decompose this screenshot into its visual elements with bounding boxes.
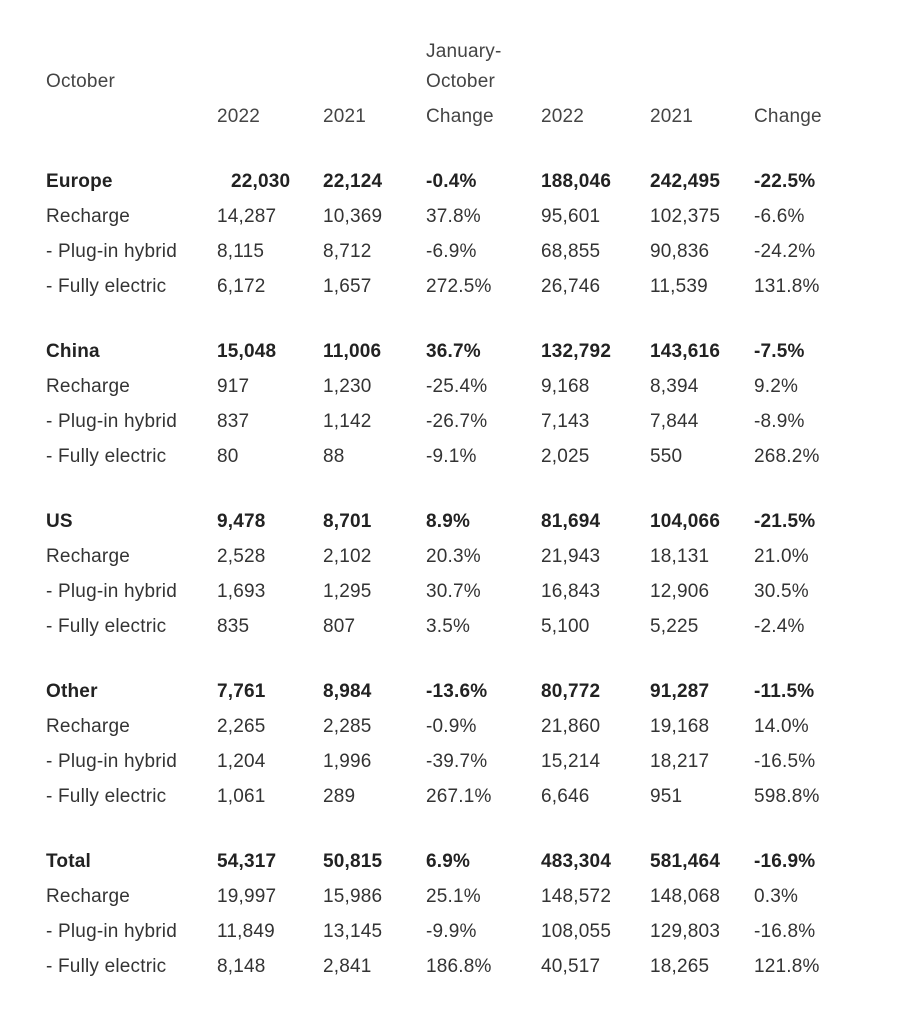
table-cell: 22,124: [323, 171, 383, 192]
table-cell: 2,841: [323, 956, 372, 977]
table-cell: 40,517: [541, 956, 601, 977]
table-cell: 581,464: [650, 851, 721, 872]
table-cell: -22.5%: [754, 171, 816, 192]
table-cell: 1,693: [217, 581, 266, 602]
table-cell: -11.5%: [754, 681, 815, 702]
table-cell: 21.0%: [754, 546, 809, 567]
table-cell: 91,287: [650, 681, 710, 702]
table-cell: 1,657: [323, 276, 372, 297]
table-cell: -7.5%: [754, 341, 805, 362]
table-cell: 12,906: [650, 581, 710, 602]
row-label: - Plug-in hybrid: [46, 411, 177, 432]
table-cell: 8,984: [323, 681, 372, 702]
row-label: Recharge: [46, 886, 130, 907]
table-cell: 6,172: [217, 276, 266, 297]
table-cell: 8,148: [217, 956, 266, 977]
table-cell: 11,539: [650, 276, 708, 297]
col-header-ytd-2021: 2021: [650, 106, 694, 127]
table-cell: 11,849: [217, 921, 275, 942]
table-cell: -16.5%: [754, 751, 816, 772]
table-cell: 148,572: [541, 886, 612, 907]
table-cell: 15,986: [323, 886, 383, 907]
table-cell: 2,025: [541, 446, 590, 467]
table-cell: 102,375: [650, 206, 721, 227]
table-cell: 54,317: [217, 851, 277, 872]
table-cell: 0.3%: [754, 886, 799, 907]
table-cell: 14.0%: [754, 716, 809, 737]
table-cell: 951: [650, 786, 683, 807]
table-cell: 148,068: [650, 886, 721, 907]
col-header-oct-2021: 2021: [323, 106, 367, 127]
table-cell: 18,217: [650, 751, 710, 772]
table-cell: 8.9%: [426, 511, 471, 532]
table-cell: -39.7%: [426, 751, 488, 772]
table-cell: 108,055: [541, 921, 612, 942]
table-cell: 13,145: [323, 921, 383, 942]
section-title: China: [46, 341, 100, 362]
table-cell: 272.5%: [426, 276, 492, 297]
table-cell: 104,066: [650, 511, 721, 532]
table-cell: 88: [323, 446, 345, 467]
table-cell: 1,061: [217, 786, 266, 807]
table-cell: 186.8%: [426, 956, 492, 977]
table-cell: -8.9%: [754, 411, 805, 432]
table-cell: 22,030: [231, 171, 291, 192]
table-cell: 1,295: [323, 581, 372, 602]
row-label: - Fully electric: [46, 956, 167, 977]
row-label: - Fully electric: [46, 616, 167, 637]
table-cell: 289: [323, 786, 356, 807]
table-cell: 90,836: [650, 241, 710, 262]
table-cell: 807: [323, 616, 356, 637]
row-label: - Fully electric: [46, 786, 167, 807]
table-cell: 9,478: [217, 511, 266, 532]
table-cell: 550: [650, 446, 683, 467]
table-cell: 483,304: [541, 851, 612, 872]
table-cell: 5,100: [541, 616, 590, 637]
table-cell: 1,204: [217, 751, 266, 772]
table-cell: 19,997: [217, 886, 277, 907]
ytd-label-line2: October: [426, 71, 495, 92]
period-label: October: [46, 71, 115, 92]
table-cell: 68,855: [541, 241, 601, 262]
table-cell: -16.9%: [754, 851, 816, 872]
table-cell: 268.2%: [754, 446, 820, 467]
table-cell: 7,761: [217, 681, 266, 702]
table-cell: 132,792: [541, 341, 612, 362]
table-cell: 8,115: [217, 241, 265, 262]
table-cell: -6.9%: [426, 241, 477, 262]
table-cell: 7,143: [541, 411, 590, 432]
section-title: Europe: [46, 171, 113, 192]
table-cell: 18,131: [650, 546, 710, 567]
table-cell: 6,646: [541, 786, 590, 807]
table-cell: 81,694: [541, 511, 601, 532]
table-cell: 15,048: [217, 341, 277, 362]
table-cell: 2,528: [217, 546, 266, 567]
table-cell: 1,996: [323, 751, 372, 772]
table-cell: 18,265: [650, 956, 710, 977]
table-cell: -6.6%: [754, 206, 805, 227]
row-label: Recharge: [46, 546, 130, 567]
table-cell: 80,772: [541, 681, 601, 702]
table-cell: -0.9%: [426, 716, 477, 737]
table-cell: 37.8%: [426, 206, 481, 227]
table-cell: 9.2%: [754, 376, 799, 397]
table-cell: 80: [217, 446, 239, 467]
table-cell: -9.9%: [426, 921, 477, 942]
table-cell: -26.7%: [426, 411, 488, 432]
table-cell: 25.1%: [426, 886, 481, 907]
row-label: Recharge: [46, 206, 130, 227]
table-cell: 16,843: [541, 581, 601, 602]
table-cell: 242,495: [650, 171, 721, 192]
table-cell: 11,006: [323, 341, 382, 362]
table-cell: 1,230: [323, 376, 372, 397]
table-cell: 121.8%: [754, 956, 820, 977]
table-cell: 835: [217, 616, 250, 637]
table-cell: -0.4%: [426, 171, 477, 192]
table-cell: 36.7%: [426, 341, 481, 362]
table-cell: -13.6%: [426, 681, 488, 702]
table-cell: -2.4%: [754, 616, 805, 637]
table-cell: 8,712: [323, 241, 372, 262]
section-title: Total: [46, 851, 91, 872]
table-cell: 30.7%: [426, 581, 481, 602]
table-cell: 7,844: [650, 411, 699, 432]
table-cell: 9,168: [541, 376, 590, 397]
table-cell: 6.9%: [426, 851, 471, 872]
col-header-ytd-2022: 2022: [541, 106, 585, 127]
table-cell: 837: [217, 411, 250, 432]
table-cell: 50,815: [323, 851, 383, 872]
table-cell: 10,369: [323, 206, 383, 227]
row-label: Recharge: [46, 376, 130, 397]
table-cell: 21,943: [541, 546, 601, 567]
table-cell: 30.5%: [754, 581, 809, 602]
table-cell: 143,616: [650, 341, 721, 362]
table-cell: 20.3%: [426, 546, 481, 567]
table-cell: 131.8%: [754, 276, 820, 297]
row-label: - Plug-in hybrid: [46, 581, 177, 602]
table-cell: -21.5%: [754, 511, 816, 532]
table-cell: 5,225: [650, 616, 699, 637]
table-cell: 3.5%: [426, 616, 471, 637]
table-cell: -16.8%: [754, 921, 816, 942]
table-cell: 19,168: [650, 716, 710, 737]
table-cell: 267.1%: [426, 786, 492, 807]
table-cell: 8,701: [323, 511, 372, 532]
row-label: - Plug-in hybrid: [46, 241, 177, 262]
table-cell: 26,746: [541, 276, 601, 297]
table-cell: 8,394: [650, 376, 699, 397]
section-title: US: [46, 511, 73, 532]
row-label: - Fully electric: [46, 276, 167, 297]
table-cell: 15,214: [541, 751, 601, 772]
table-cell: 2,102: [323, 546, 372, 567]
table-cell: -25.4%: [426, 376, 488, 397]
table-cell: 917: [217, 376, 250, 397]
row-label: - Fully electric: [46, 446, 167, 467]
row-label: - Plug-in hybrid: [46, 751, 177, 772]
row-label: Recharge: [46, 716, 130, 737]
ytd-label-line1: January-: [426, 41, 502, 62]
table-cell: 21,860: [541, 716, 601, 737]
table-cell: -9.1%: [426, 446, 477, 467]
section-title: Other: [46, 681, 98, 702]
table-cell: 188,046: [541, 171, 612, 192]
col-header-ytd-change: Change: [754, 106, 822, 127]
table-cell: 2,285: [323, 716, 372, 737]
row-label: - Plug-in hybrid: [46, 921, 177, 942]
table-cell: 598.8%: [754, 786, 820, 807]
table-cell: -24.2%: [754, 241, 816, 262]
table-cell: 14,287: [217, 206, 277, 227]
table-cell: 2,265: [217, 716, 266, 737]
table-cell: 1,142: [323, 411, 372, 432]
table-cell: 129,803: [650, 921, 721, 942]
col-header-oct-change: Change: [426, 106, 494, 127]
table-cell: 95,601: [541, 206, 601, 227]
col-header-oct-2022: 2022: [217, 106, 261, 127]
